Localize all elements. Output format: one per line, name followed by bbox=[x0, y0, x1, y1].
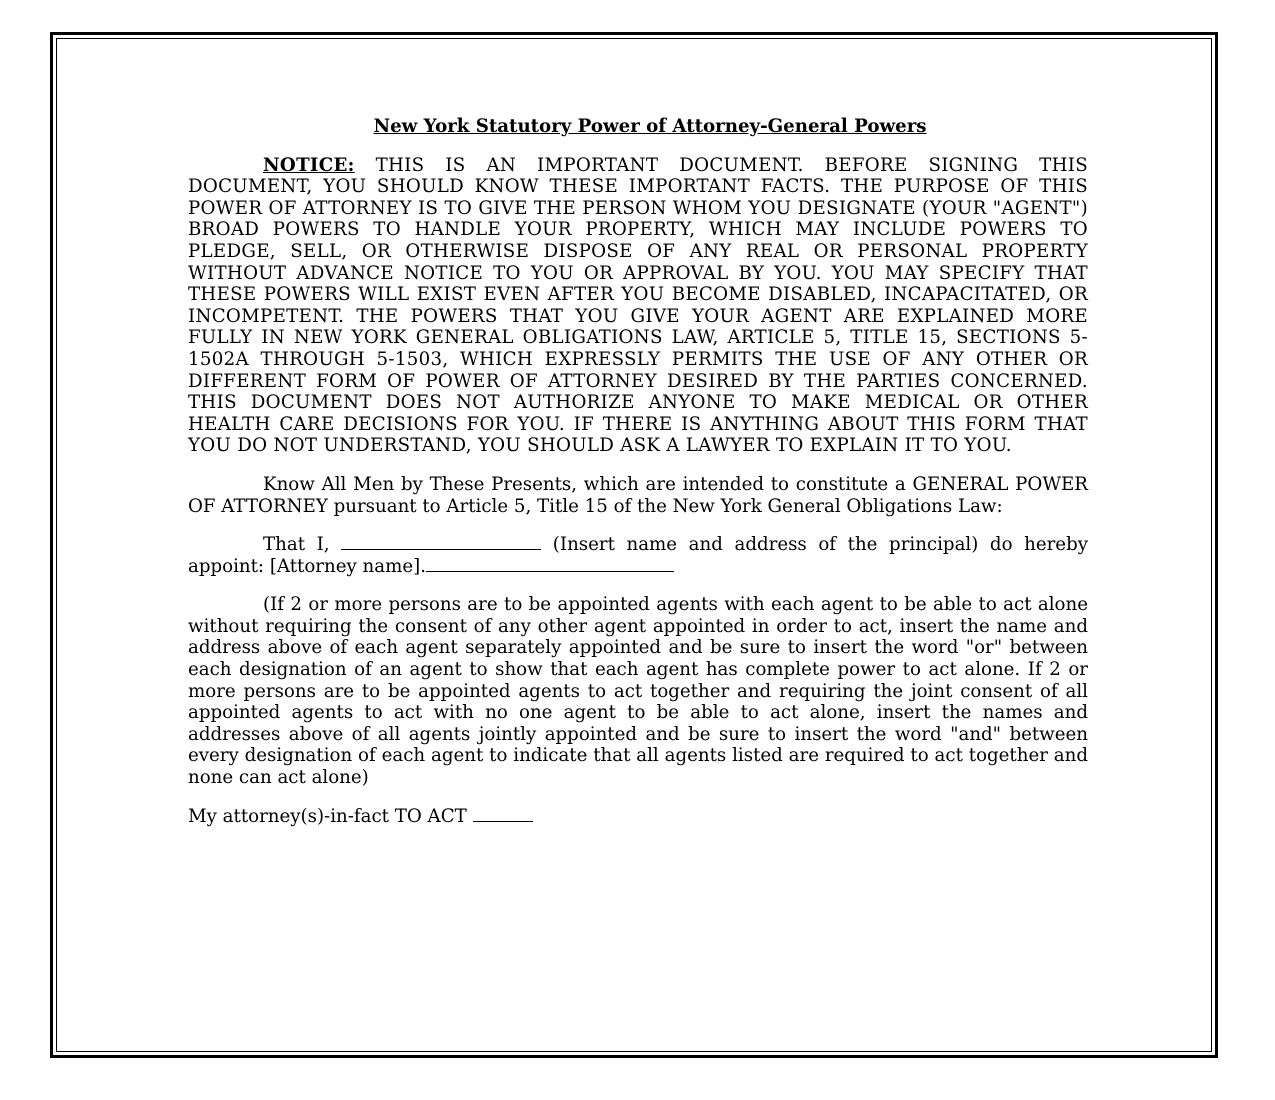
attorney-name-blank[interactable] bbox=[426, 556, 674, 572]
know-all-men-paragraph: Know All Men by These Presents, which are intended to constitute a GENERAL POWER OF ATTORNEY pursuant to Article 5, Title 15 of the New York General Obligations Law: bbox=[188, 473, 1088, 517]
instructions-paragraph: (If 2 or more persons are to be appointed agents with each agent to be able to act alone without requiring the consent of any other agent appointed in order to act, insert the name and address above of each agent separately appointed and be sure to insert the word "or" between each designation of an agent to show that each agent has complete power to act alone. If 2 or more persons are to be appointed agents to act together and requiring the joint consent of all appointed agents to act with no one agent to be able to act alone, insert the names and addresses above of all agents jointly appointed and be sure to insert the word "and" between every designation of each agent to indicate that all agents listed are required to act together and none can act alone) bbox=[188, 594, 1088, 789]
notice-text: THIS IS AN IMPORTANT DOCUMENT. BEFORE SIGNING THIS DOCUMENT, YOU SHOULD KNOW THESE IMPORTANT FACTS. THE PURPOSE OF THIS POWER OF ATTORNEY IS TO GIVE THE PERSON WHOM YOU DESIGNATE (YOUR "AGENT") BROAD POWERS TO HANDLE YOUR PROPERTY, WHICH MAY INCLUDE POWERS TO PLEDGE, SELL, OR OTHERWISE DISPOSE OF ANY REAL OR PERSONAL PROPERTY WITHOUT ADVANCE NOTICE TO YOU OR APPROVAL BY YOU. YOU MAY SPECIFY THAT THESE POWERS WILL EXIST EVEN AFTER YOU BECOME DISABLED, INCAPACITATED, OR INCOMPETENT. THE POWERS THAT YOU GIVE YOUR AGENT ARE EXPLAINED MORE FULLY IN NEW YORK GENERAL OBLIGATIONS LAW, ARTICLE 5, TITLE 15, SECTIONS 5-1502A THROUGH 5-1503, WHICH EXPRESSLY PERMITS THE USE OF ANY OTHER OR DIFFERENT FORM OF POWER OF ATTORNEY DESIRED BY THE PARTIES CONCERNED. THIS DOCUMENT DOES NOT AUTHORIZE ANYONE TO MAKE MEDICAL OR OTHER HEALTH CARE DECISIONS FOR YOU. IF THERE IS ANYTHING ABOUT THIS FORM THAT YOU DO NOT UNDERSTAND, YOU SHOULD ASK A LAWYER TO EXPLAIN IT TO YOU. bbox=[188, 154, 1088, 457]
to-act-prefix: My attorney(s)-in-fact TO ACT bbox=[188, 805, 473, 827]
principal-appointment-paragraph bbox=[188, 534, 1088, 577]
that-i-middle: (Insert name and address of the principal) do hereby appoint: [Attorney name]. bbox=[188, 534, 1088, 577]
that-i-prefix: That I, bbox=[263, 534, 342, 556]
principal-name-blank[interactable] bbox=[341, 534, 541, 550]
document-title: New York Statutory Power of Attorney-General Powers bbox=[373, 116, 927, 137]
document-body bbox=[188, 116, 1088, 844]
notice-paragraph bbox=[188, 155, 1088, 457]
to-act-blank[interactable] bbox=[473, 806, 533, 822]
to-act-paragraph bbox=[188, 806, 1088, 828]
notice-label: NOTICE: bbox=[263, 154, 355, 176]
